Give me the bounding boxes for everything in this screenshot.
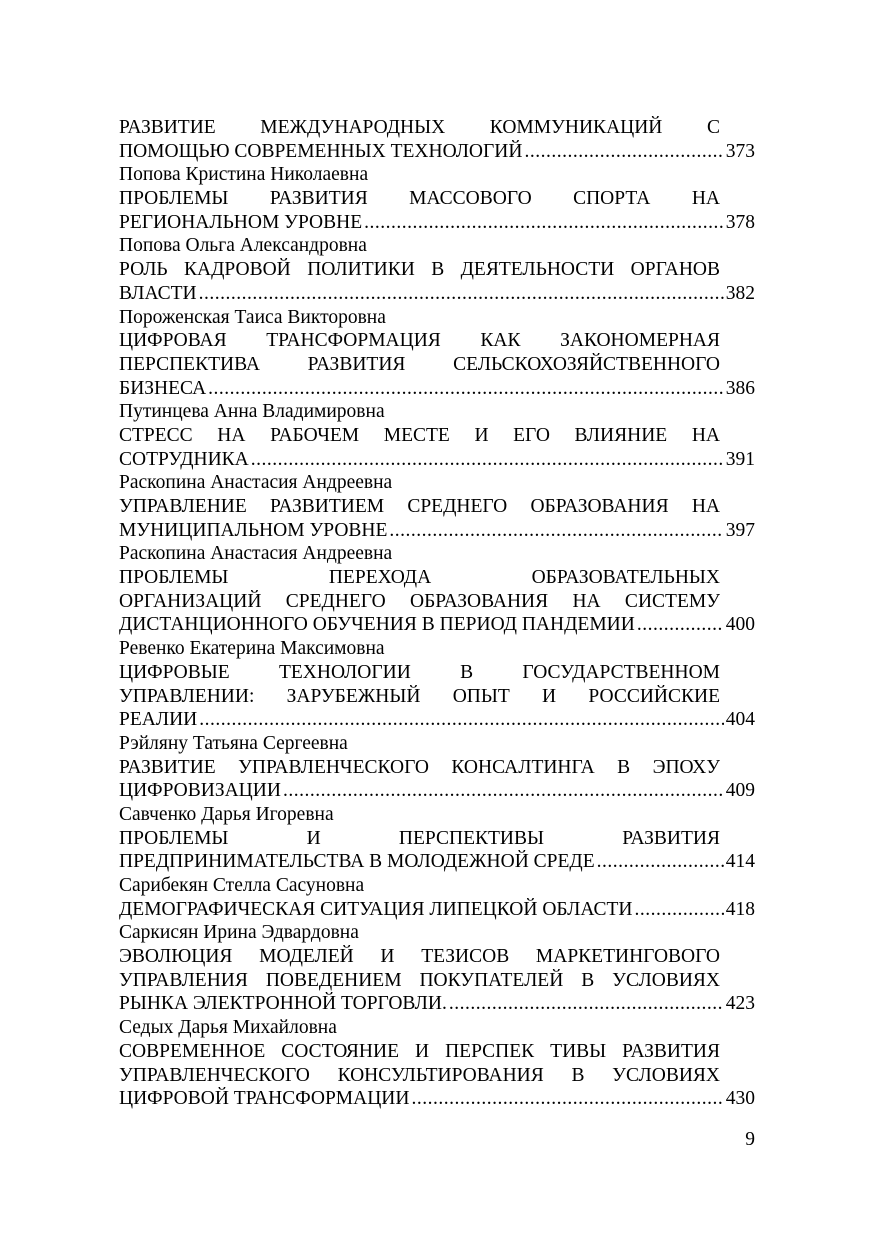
entry-page-number: 404 [725, 709, 755, 731]
entry-title-line: УПРАВЛЕНЧЕСКОГО КОНСУЛЬТИРОВАНИЯ В УСЛОВИЯХ [119, 1064, 720, 1086]
entry-page-number: 430 [725, 1088, 755, 1110]
leader-dots [199, 708, 724, 732]
entry-last-line[interactable] [119, 282, 755, 306]
entry-title-end: РЕАЛИИ [119, 709, 198, 731]
entry-title-end: ЦИФРОВИЗАЦИИ [119, 780, 281, 802]
entry-last-line[interactable] [119, 377, 755, 401]
entry-last-line[interactable] [119, 850, 755, 874]
entry-title-end: СОТРУДНИКА [119, 448, 249, 470]
entry-author: Пороженская Таиса Викторовна [119, 306, 386, 328]
entry-page-number: 386 [725, 377, 755, 399]
entry-author: Путинцева Анна Владимировна [119, 401, 385, 423]
entry-last-line[interactable] [119, 708, 755, 732]
toc-entry [119, 234, 755, 305]
entry-author: Седых Дарья Михайловна [119, 1017, 337, 1039]
entry-title-line: ПРОБЛЕМЫ РАЗВИТИЯ МАССОВОГО СПОРТА НА [119, 188, 720, 210]
entry-title-line: ПРОБЛЕМЫ И ПЕРСПЕКТИВЫ РАЗВИТИЯ [119, 827, 720, 849]
entry-author: Попова Кристина Николаевна [119, 164, 369, 186]
entry-author: Раскопина Анастасия Андреевна [119, 472, 393, 494]
leader-dots [411, 1087, 723, 1111]
entry-page-number: 418 [725, 898, 755, 920]
entry-last-line[interactable] [119, 448, 755, 472]
entry-title-end: БИЗНЕСА [119, 377, 207, 399]
entry-last-line[interactable] [119, 779, 755, 803]
entry-title-line: ПЕРСПЕКТИВА РАЗВИТИЯ СЕЛЬСКОХОЗЯЙСТВЕННОГО [119, 353, 720, 375]
entry-title-line: УПРАВЛЕНИЕ РАЗВИТИЕМ СРЕДНЕГО ОБРАЗОВАНИЯ НА [119, 496, 720, 517]
toc-entry [119, 803, 755, 874]
leader-dots [634, 898, 723, 922]
entry-title-line: УПРАВЛЕНИИ: ЗАРУБЕЖНЫЙ ОПЫТ И РОССИЙСКИЕ [119, 685, 720, 707]
leader-dots [637, 613, 724, 637]
leader-dots [199, 282, 724, 306]
entry-title-line: ЦИФРОВЫЕ ТЕХНОЛОГИИ В ГОСУДАРСТВЕННОМ [119, 661, 720, 683]
leader-dots [597, 850, 724, 874]
entry-last-line[interactable] [119, 140, 755, 164]
entry-title-line: УПРАВЛЕНИЯ ПОВЕДЕНИЕМ ПОКУПАТЕЛЕЙ В УСЛОВИЯХ [119, 969, 720, 991]
entry-author: Савченко Дарья Игоревна [119, 803, 334, 825]
entry-title-end: ДЕМОГРАФИЧЕСКАЯ СИТУАЦИЯ ЛИПЕЦКОЙ ОБЛАСТИ [119, 898, 633, 920]
entry-title-line: РОЛЬ КАДРОВОЙ ПОЛИТИКИ В ДЕЯТЕЛЬНОСТИ ОРГАНОВ [119, 259, 720, 281]
entry-page-number: 382 [725, 282, 755, 304]
toc-entry [119, 542, 755, 637]
entry-title-end: РЕГИОНАЛЬНОМ УРОВНЕ [119, 211, 363, 233]
entry-page-number: 397 [725, 519, 755, 541]
entry-last-line[interactable] [119, 898, 755, 922]
leader-dots [364, 211, 724, 235]
entry-title-line: РАЗВИТИЕ УПРАВЛЕНЧЕСКОГО КОНСАЛТИНГА В ЭПОХУ [119, 756, 720, 778]
toc-entry [119, 400, 755, 471]
leader-dots [208, 377, 724, 401]
entry-title-end: РЫНКА ЭЛЕКТРОННОЙ ТОРГОВЛИ. [119, 993, 447, 1015]
entry-page-number: 373 [725, 140, 755, 162]
entry-last-line[interactable] [119, 211, 755, 235]
page-number: 9 [745, 1129, 755, 1150]
entry-last-line[interactable] [119, 992, 755, 1016]
leader-dots [283, 779, 724, 803]
toc-entry [119, 116, 755, 163]
leader-dots [524, 140, 723, 164]
entry-last-line[interactable] [119, 1087, 755, 1111]
leader-dots [251, 448, 724, 472]
entry-page-number: 378 [725, 211, 755, 233]
toc-entry [119, 1016, 755, 1111]
entry-last-line[interactable] [119, 613, 755, 637]
entry-author: Ревенко Екатерина Максимовна [119, 638, 385, 660]
entry-title-end: ДИСТАНЦИОННОГО ОБУЧЕНИЯ В ПЕРИОД ПАНДЕМИИ [119, 614, 635, 636]
leader-dots [449, 992, 724, 1016]
toc-entry [119, 163, 755, 234]
toc-entry [119, 306, 755, 401]
entry-page-number: 409 [725, 780, 755, 802]
entry-page-number: 391 [725, 448, 755, 470]
entry-author: Сарибекян Стелла Сасуновна [119, 875, 365, 896]
entry-title-end: ПРЕДПРИНИМАТЕЛЬСТВА В МОЛОДЕЖНОЙ СРЕДЕ [119, 851, 595, 873]
entry-author: Попова Ольга Александровна [119, 235, 367, 257]
entry-title-line: ЦИФРОВАЯ ТРАНСФОРМАЦИЯ КАК ЗАКОНОМЕРНАЯ [119, 330, 720, 352]
entry-author: Саркисян Ирина Эдвардовна [119, 922, 359, 944]
entry-title-line: РАЗВИТИЕ МЕЖДУНАРОДНЫХ КОММУНИКАЦИЙ С [119, 117, 720, 138]
entry-title-end: МУНИЦИПАЛЬНОМ УРОВНЕ [119, 519, 388, 541]
entry-title-end: ПОМОЩЬЮ СОВРЕМЕННЫХ ТЕХНОЛОГИЙ [119, 140, 523, 162]
entry-page-number: 400 [725, 614, 755, 636]
toc-entry [119, 921, 755, 1016]
entry-title-line: СОВРЕМЕННОЕ СОСТОЯНИЕ И ПЕРСПЕК ТИВЫ РАЗВИТИЯ [119, 1040, 720, 1062]
toc-entry [119, 471, 755, 542]
entry-page-number: 423 [725, 993, 755, 1015]
entry-last-line[interactable] [119, 519, 755, 543]
toc-entry [119, 637, 755, 732]
toc-entry [119, 732, 755, 803]
entry-title-line: СТРЕСС НА РАБОЧЕМ МЕСТЕ И ЕГО ВЛИЯНИЕ НА [119, 424, 720, 446]
entry-page-number: 414 [725, 851, 755, 873]
leader-dots [389, 519, 723, 543]
table-of-contents [119, 116, 755, 1111]
entry-author: Раскопина Анастасия Андреевна [119, 543, 393, 565]
entry-title-line: ОРГАНИЗАЦИЙ СРЕДНЕГО ОБРАЗОВАНИЯ НА СИСТЕМУ [119, 590, 720, 612]
entry-author: Рэйляну Татьяна Сергеевна [119, 732, 348, 754]
toc-entry [119, 874, 755, 921]
entry-title-end: ЦИФРОВОЙ ТРАНСФОРМАЦИИ [119, 1088, 410, 1110]
entry-title-line: ЭВОЛЮЦИЯ МОДЕЛЕЙ И ТЕЗИСОВ МАРКЕТИНГОВОГО [119, 946, 720, 968]
entry-title-end: ВЛАСТИ [119, 282, 197, 304]
entry-title-line: ПРОБЛЕМЫ ПЕРЕХОДА ОБРАЗОВАТЕЛЬНЫХ [119, 567, 720, 589]
